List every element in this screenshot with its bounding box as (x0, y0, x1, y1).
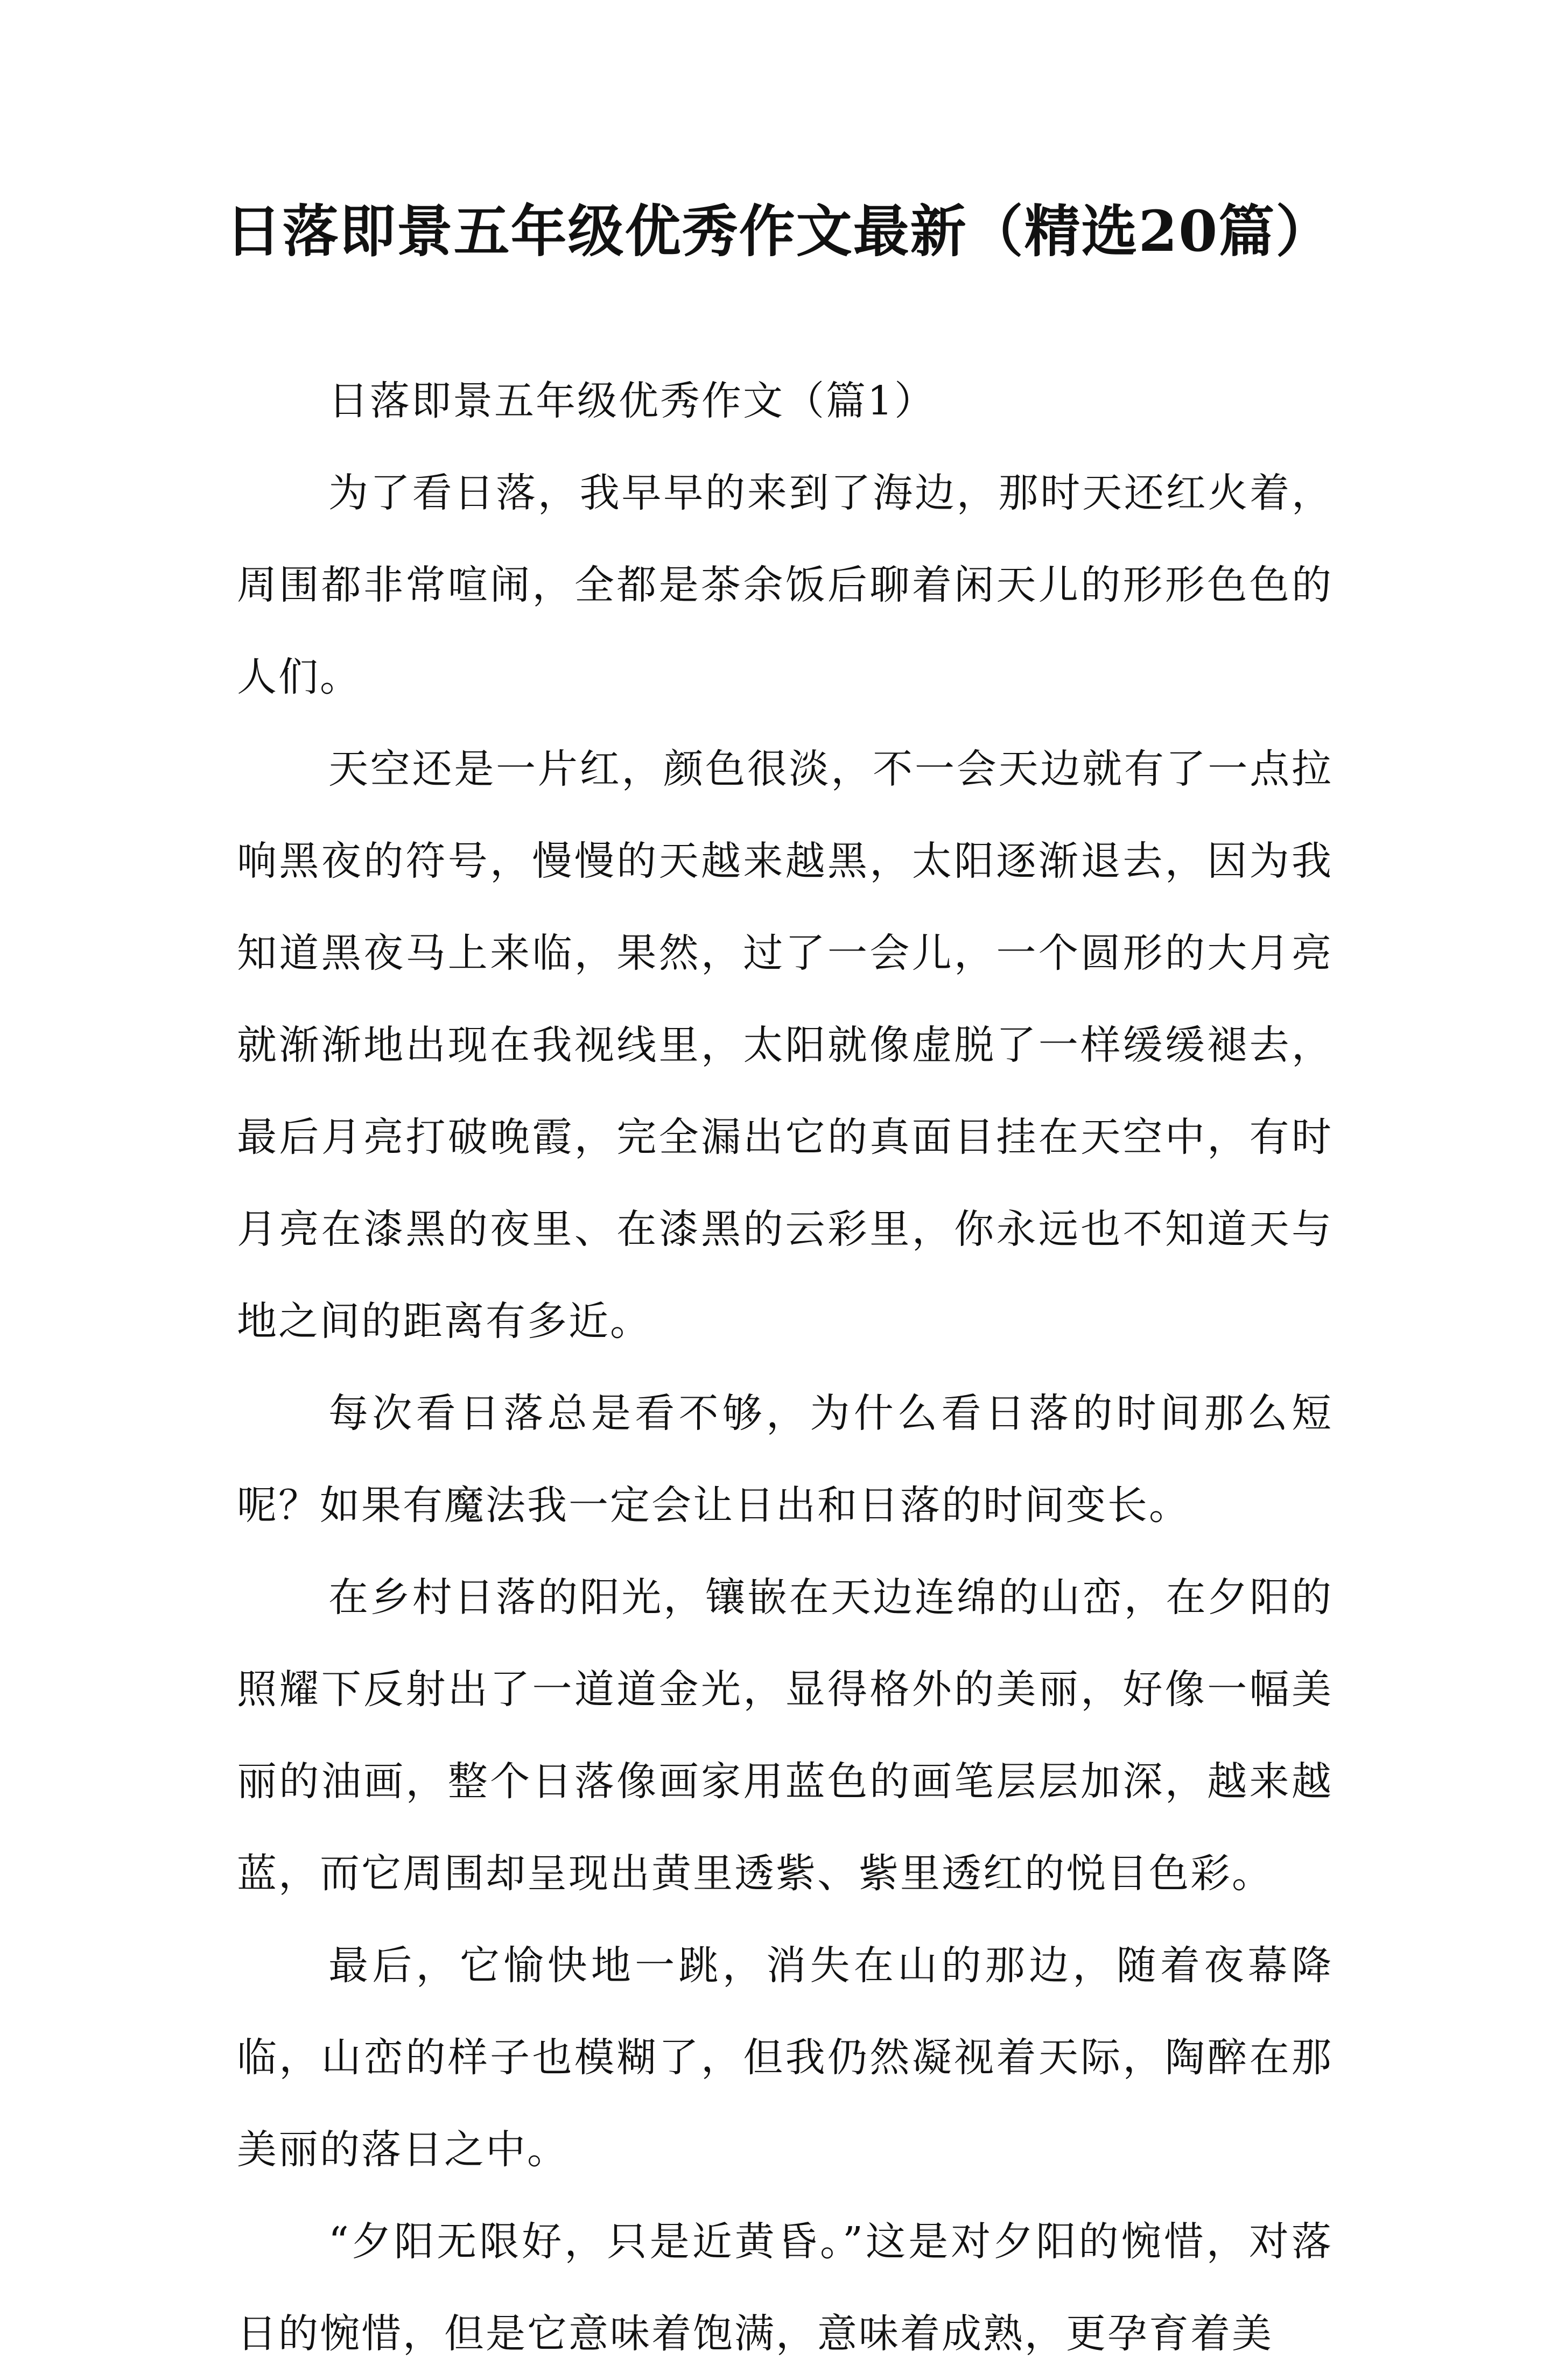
paragraph-1: 为了看日落，我早早的来到了海边，那时天还红火着，周围都非常喧闹，全都是茶余饭后聊着闲天儿的形形色色的人们。 (237, 470, 1333, 700)
paragraph-2: 天空还是一片红，颜色很淡，不一会天边就有了一点拉响黑夜的符号，慢慢的天越来越黑，太阳逐渐退去，因为我知道黑夜马上来临，果然，过了一会儿，一个圆形的大月亮就渐渐地出现在我视线里，太阳就像虚脱了一样缓缓褪去，最后月亮打破晚霞，完全漏出它的真面目挂在天空中，有时月亮在漆黑的夜里、在漆黑的云彩里，你永远也不知道天与地之间的距离有多近。 (237, 746, 1333, 1344)
paragraph-5: 最后，它愉快地一跳，消失在山的那边，随着夜幕降临，山峦的样子也模糊了，但我仍然凝视着天际，陶醉在那美丽的落日之中。 (237, 1942, 1333, 2173)
paragraph-3: 每次看日落总是看不够，为什么看日落的时间那么短呢？如果有魔法我一定会让日出和日落的时间变长。 (237, 1390, 1333, 1529)
paragraph-6: “夕阳无限好，只是近黄昏。”这是对夕阳的惋惜，对落日的惋惜，但是它意味着饱满，意味着成熟，更孕育着美 (237, 2219, 1333, 2357)
section-heading: 日落即景五年级优秀作文（篇1） (328, 378, 936, 424)
document-title: 日落即景五年级优秀作文最新（精选20篇） (225, 198, 1333, 264)
paragraph-4: 在乡村日落的阳光，镶嵌在天边连绵的山峦，在夕阳的照耀下反射出了一道道金光，显得格外的美丽，好像一幅美丽的油画，整个日落像画家用蓝色的画笔层层加深，越来越蓝，而它周围却呈现出黄里透紫、紫里透红的悦目色彩。 (237, 1574, 1333, 1897)
document-body (237, 355, 1333, 2380)
